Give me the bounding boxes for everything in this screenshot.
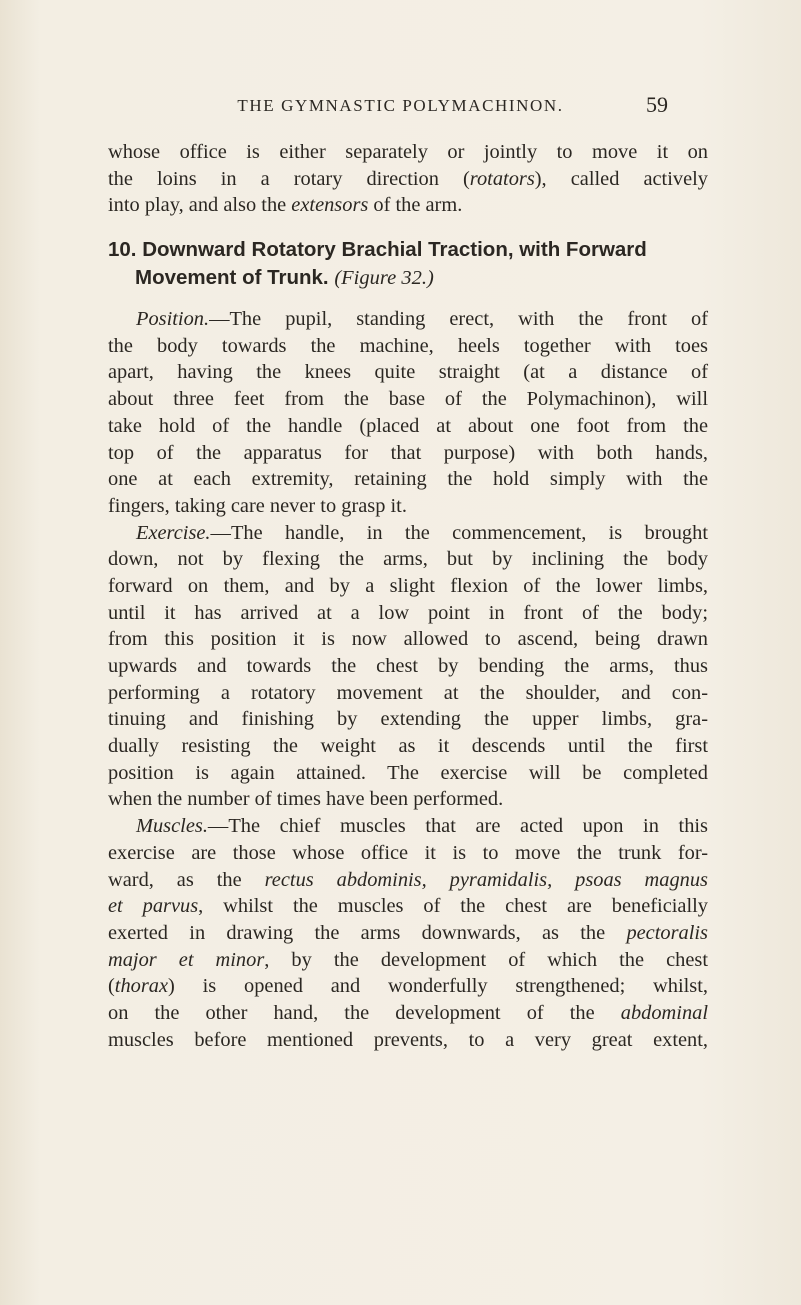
running-head: THE GYMNASTIC POLYMACHINON. <box>237 96 564 115</box>
page-number: 59 <box>646 92 668 117</box>
text-line: down, not by flexing the arms, but by inclining the body <box>108 548 708 571</box>
text-line: major et minor, by the development of which the chest <box>108 948 708 971</box>
text-line: position is again attained. The exercise will be completed <box>108 761 708 784</box>
text-line: whose office is either separately or jointly to move it on <box>108 141 708 163</box>
text-line: tinuing and finishing by extending the upper limbs, gra- <box>108 708 708 731</box>
text-line: upwards and towards the chest by bending the arms, thus <box>108 655 708 677</box>
text-line: into play, and also the extensors of the arm. <box>108 194 463 217</box>
section-heading: 10. Downward Rotatory Brachial Traction, with Forward <box>108 238 647 262</box>
exercise-label: Exercise. <box>136 521 211 544</box>
text-line: performing a rotatory movement at the shoulder, and con- <box>108 681 708 704</box>
text-line: Muscles.—The chief muscles that are acted upon in this <box>136 815 708 838</box>
text-line: one at each extremity, retaining the hold simply with the <box>108 468 708 491</box>
text-line: apart, having the knees quite straight (at a distance of <box>108 361 708 384</box>
text-line: et parvus, whilst the muscles of the chest are beneficially <box>108 895 708 918</box>
figure-reference: (Figure 32.) <box>334 267 434 290</box>
page-header <box>0 92 801 122</box>
text-line: on the other hand, the development of the abdominal <box>108 1001 708 1024</box>
text-line: take hold of the handle (placed at about one foot from the <box>108 414 708 437</box>
text-line: muscles before mentioned prevents, to a very great extent, <box>108 1028 708 1051</box>
text-line: until it has arrived at a low point in front of the body; <box>108 601 708 624</box>
position-label: Position. <box>136 308 210 331</box>
text-line: forward on them, and by a slight flexion of the lower limbs, <box>108 574 708 597</box>
text-line: exerted in drawing the arms downwards, as the pectoralis <box>108 921 708 944</box>
text-line: fingers, taking care never to grasp it. <box>108 494 407 517</box>
text-line: ward, as the rectus abdominis, pyramidalis, psoas magnus <box>108 868 708 891</box>
text-line: when the number of times have been performed. <box>108 788 504 811</box>
text-line: Position.—The pupil, standing erect, with the front of <box>136 308 708 331</box>
text-line: about three feet from the base of the Polymachinon), will <box>108 388 708 411</box>
body-text <box>108 139 708 1053</box>
text-line: Exercise.—The handle, in the commencement, is brought <box>136 521 708 544</box>
text-line: top of the apparatus for that purpose) with both hands, <box>108 441 708 464</box>
text-line: (thorax) is opened and wonderfully strengthened; whilst, <box>108 975 708 998</box>
text-line: from this position it is now allowed to ascend, being drawn <box>108 628 708 651</box>
text-line: exercise are those whose office it is to move the trunk for- <box>108 841 708 864</box>
text-line: the loins in a rotary direction (rotators), called actively <box>108 167 708 190</box>
section-heading-cont: Movement of Trunk. (Figure 32.) <box>135 266 434 290</box>
muscles-label: Muscles. <box>136 815 208 838</box>
text-line: the body towards the machine, heels together with toes <box>108 334 708 357</box>
text-line: dually resisting the weight as it descends until the first <box>108 735 708 758</box>
